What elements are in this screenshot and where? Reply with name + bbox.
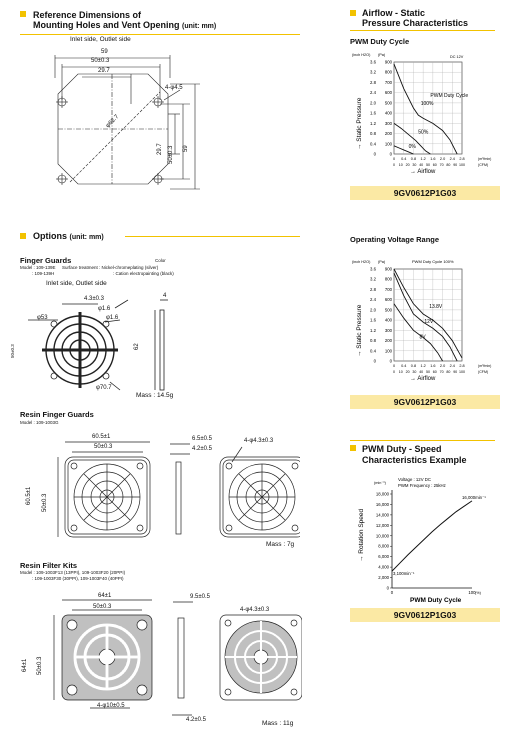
section-marker [350,445,356,451]
x-unit-bottom: (CFM) [478,163,489,167]
y-tick-inch: 0 [373,358,376,364]
dim-297: 29.7 [98,68,110,74]
finger-d707: φ70.7 [96,385,112,391]
finger-model-2a: : 109-139H [32,271,55,276]
dim-50v: 50±0.3 [168,145,174,164]
y-tick-pa: 900 [384,266,392,272]
section-marker [20,11,26,17]
x-tick-cfm: 100 [459,163,465,167]
series-label: 0% [408,143,416,150]
series-label: 50% [418,129,429,136]
resin-filter-d42: 4.2±0.5 [186,717,206,723]
resin-filter-model-2: : 109-1003F30 (30PPI), 109-1003F40 (40PPI) [32,576,124,581]
section-marker [20,233,26,239]
annotation-min: 3,100min⁻¹ [393,571,415,577]
plot-frame [394,62,462,154]
resin-filter-dbottom: 4-φ10±0.5 [97,703,125,709]
y-unit-right: (Pa) [378,260,386,264]
y-tick-inch: 0.8 [370,338,376,344]
y-tick-inch: 1.6 [370,110,376,116]
finger-title: Finger Guards [20,256,72,265]
y-tick-pa: 300 [384,327,392,333]
finger-d16b: φ1.6 [106,315,119,321]
finger-model-2b: : Cation electropainting (black) [113,271,174,276]
finger-color-hdr: Color [155,258,166,263]
x-axis-label: → Airflow [410,376,436,382]
dim-50: 50±0.3 [91,58,110,64]
finger-d50v: 50±0.3 [10,344,15,358]
y-tick-inch: 0 [373,151,376,157]
x-tick-m3: 0.8 [410,157,417,161]
y-tick-inch: 2.0 [370,307,376,313]
y-tick-pa: 200 [384,131,392,137]
resin-fg-d50v: 50±0.3 [42,493,48,512]
y-tick-pa: 500 [384,100,392,106]
ref-inlet-label: Inlet side, Outlet side [70,36,131,43]
y-tick-label: 12,000 [375,522,389,528]
resin-fg-d42: 4.2±0.5 [192,446,212,452]
x-axis-label: PWM Duty Cycle [410,597,462,604]
y-tick-label: 16,000 [375,501,389,507]
resin-fg-d605v: 60.5±1 [26,486,32,505]
y-tick-label: 10,000 [375,533,389,539]
y-tick-inch: 3.6 [370,59,376,65]
finger-d43: 4.3±0.3 [84,296,104,302]
x-tick-label: 100 [468,590,476,595]
chart-speed [350,470,500,605]
x-tick-m3: 1.2 [420,364,426,368]
x-unit: (%) [475,591,481,595]
x-tick-m3: 0.4 [401,364,407,368]
x-tick-m3: 1.6 [430,157,436,161]
resin-filter-d50: 50±0.3 [93,604,112,610]
voltage-title: Operating Voltage Range [350,235,440,244]
x-tick-cfm: 10 [398,163,403,167]
x-tick-cfm: 80 [446,370,451,374]
resin-fg-d50: 50±0.3 [94,444,113,450]
chart-voltage [350,255,500,390]
series-line-0 [394,269,462,358]
x-tick-cfm: 100 [459,370,465,374]
y-tick-pa: 100 [384,141,392,147]
y-unit-left: (inch H2O) [352,260,371,264]
dim-59v: 59 [183,145,189,152]
x-tick-m3: 0 [392,364,396,368]
chart-note-1: Voltage : 12V DC [398,477,431,482]
speed-title-line2: Characteristics Example [362,455,467,465]
y-tick-inch: 1.2 [370,327,376,333]
ref-drawing [20,44,210,216]
finger-d16a: φ1.6 [98,306,111,312]
series-label: 13.8V [429,303,443,310]
series-label: 8V [419,334,426,341]
y-tick-inch: 0.4 [370,348,376,354]
finger-d53: φ53 [37,315,48,321]
series-line [392,501,472,571]
resin-filter-d64: 64±1 [98,593,112,599]
x-unit-top: (m³/min) [478,364,492,368]
y-tick-pa: 600 [384,297,392,303]
x-tick-cfm: 10 [398,370,403,374]
resin-filter-title: Resin Filter Kits [20,561,78,570]
resin-filter-dholes: 4-φ4.3±0.3 [240,607,270,613]
x-tick-cfm: 80 [446,163,451,167]
x-tick-cfm: 60 [432,163,437,167]
chart-note-2: PWM Frequency : 25kHz [398,483,446,488]
x-tick-cfm: 0 [393,370,395,374]
speed-title-line1: PWM Duty - Speed [362,444,442,454]
options-title: Options (unit: mm) [33,231,104,241]
x-tick-cfm: 0 [393,163,395,167]
x-tick-cfm: 20 [405,370,410,374]
x-tick-m3: 1.6 [430,364,436,368]
y-tick-pa: 0 [389,151,392,157]
x-tick-label: 0 [390,590,394,595]
y-tick-pa: 400 [384,110,392,116]
y-tick-pa: 500 [384,307,392,313]
x-tick-m3: 0.4 [401,157,407,161]
y-tick-pa: 900 [384,59,392,65]
y-unit-right: (Pa) [378,53,386,57]
y-axis-label: → Rotation Speed [358,508,365,562]
section-rule [20,34,300,35]
resin-filter-mass: Mass : 11g [262,720,294,727]
resin-fg-drawing [40,432,300,544]
section-rule [350,440,495,441]
y-tick-inch: 2.0 [370,100,376,106]
airflow-subtitle: PWM Duty Cycle [350,37,410,46]
finger-model-1a: Model : 109-139E [20,265,56,270]
y-axis-label: → Static Pressure [356,304,363,357]
x-tick-cfm: 90 [453,370,458,374]
airflow-title-line1: Airflow - Static [362,8,426,18]
y-axis-label: → Static Pressure [356,97,363,150]
y-tick-inch: 3.6 [370,266,376,272]
series-line-2 [394,304,443,361]
y-tick-inch: 1.6 [370,317,376,323]
x-tick-cfm: 30 [412,163,417,167]
resin-filter-d95: 9.5±0.5 [190,594,210,600]
y-tick-inch: 3.2 [370,276,376,282]
speed-model: 9GV0612P1G03 [350,608,500,622]
resin-fg-title: Resin Finger Guards [20,410,94,419]
y-tick-label: 14,000 [375,512,389,518]
y-tick-inch: 2.8 [370,79,376,85]
chart-note: DC 12V [450,55,464,59]
section-rule [125,236,300,237]
x-tick-m3: 2.8 [459,157,465,161]
series-annotation: PWM Duty Cycle [430,92,469,99]
y-unit: (min⁻¹) [374,481,386,485]
x-tick-m3: 2.0 [439,157,446,161]
dim-diag: φ62.7 [105,113,121,130]
chart-airflow [350,48,500,180]
x-tick-cfm: 90 [453,163,458,167]
series-line-0 [394,64,457,154]
y-tick-pa: 200 [384,338,392,344]
x-tick-m3: 0 [392,157,396,161]
y-tick-label: 18,000 [375,491,389,497]
x-tick-m3: 2.4 [449,157,455,161]
resin-filter-model-1: Model : 109-1003F13 (13PPI), 109-1003F20 (20PPI) [20,570,126,575]
y-tick-label: 2,000 [378,575,389,581]
x-tick-m3: 1.2 [420,157,426,161]
chart-title: PWM Duty Cycle 100% [412,259,454,264]
y-tick-label: 8,000 [378,543,389,549]
y-unit-left: (inch H2O) [352,53,371,57]
y-tick-pa: 400 [384,317,392,323]
section-rule [350,30,495,31]
dim-holes: 4-φ4.5 [165,85,183,91]
x-tick-cfm: 60 [432,370,437,374]
y-tick-pa: 800 [384,276,392,282]
x-tick-cfm: 20 [405,163,410,167]
dim-297v: 29.7 [157,143,163,155]
y-tick-label: 0 [386,585,389,591]
x-unit-bottom: (CFM) [478,370,489,374]
finger-d62: 62 [134,343,140,350]
finger-model-1b: Surface treatment : Nickel-chromeplating (silver) [62,265,159,270]
section-marker [350,10,356,16]
x-unit-top: (m³/min) [478,157,492,161]
y-tick-label: 6,000 [378,554,389,560]
y-tick-inch: 2.4 [370,90,376,96]
y-tick-pa: 700 [384,79,392,85]
x-tick-m3: 2.4 [449,364,455,368]
finger-d4: 4 [163,293,167,299]
y-tick-pa: 700 [384,286,392,292]
x-tick-m3: 2.0 [439,364,446,368]
y-tick-inch: 0.8 [370,131,376,137]
y-tick-pa: 300 [384,120,392,126]
voltage-model: 9GV0612P1G03 [350,395,500,409]
resin-fg-dholes: 4-φ4.3±0.3 [244,438,274,444]
airflow-model: 9GV0612P1G03 [350,186,500,200]
y-tick-label: 4,000 [378,564,389,570]
x-tick-cfm: 30 [412,370,417,374]
resin-fg-model: Model : 109-1003G [20,420,59,425]
ref-title-line2: Mounting Holes and Vent Opening (unit: mm) [33,20,217,30]
x-tick-m3: 0.8 [410,364,417,368]
dim-59: 59 [101,49,108,55]
resin-filter-d50v: 50±0.3 [37,656,43,675]
resin-fg-d65: 6.5±0.5 [192,436,212,442]
finger-mass: Mass : 14.5g [136,392,174,399]
x-tick-cfm: 40 [419,163,424,167]
series-label: 12V [424,319,434,326]
y-tick-pa: 0 [389,358,392,364]
x-tick-cfm: 50 [426,163,430,167]
series-label: 100% [420,100,434,107]
y-tick-inch: 0.4 [370,141,376,147]
resin-filter-d64v: 64±1 [22,658,28,672]
finger-inlet-label: Inlet side, Outlet side [46,280,107,287]
y-tick-pa: 800 [384,69,392,75]
y-tick-pa: 600 [384,90,392,96]
resin-fg-d605: 60.5±1 [92,434,111,440]
annotation-max: 16,000min⁻¹ [462,494,486,500]
x-tick-m3: 2.8 [459,364,465,368]
x-tick-cfm: 70 [439,163,444,167]
y-tick-pa: 100 [384,348,392,354]
x-tick-cfm: 40 [419,370,424,374]
airflow-title-line2: Pressure Characteristics [362,18,469,28]
ref-title-line1: Reference Dimensions of [33,10,142,20]
plot-frame [394,269,462,361]
y-tick-inch: 2.8 [370,286,376,292]
x-axis-label: → Airflow [410,169,436,175]
y-tick-inch: 2.4 [370,297,376,303]
resin-fg-mass: Mass : 7g [266,541,295,548]
x-tick-cfm: 50 [426,370,430,374]
y-tick-inch: 3.2 [370,69,376,75]
x-tick-cfm: 70 [439,370,444,374]
y-tick-inch: 1.2 [370,120,376,126]
